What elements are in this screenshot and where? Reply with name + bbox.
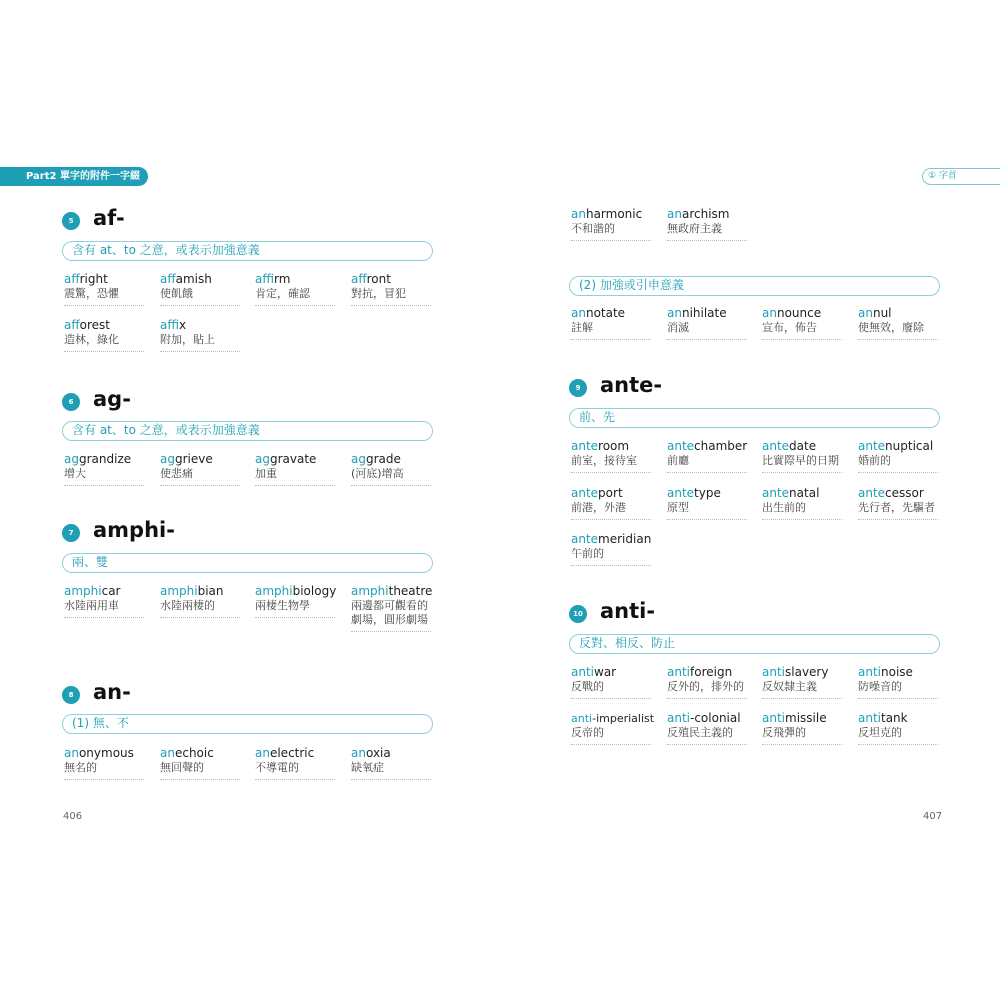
word-entry: affirm 肯定，確認 [255,272,335,306]
word-entry: annul 使無效，廢除 [858,306,938,340]
word-entry: anechoic 無回聲的 [160,746,240,780]
meaning-pill: 含有 at、to 之意，或表示加強意義 [62,241,433,261]
word-entry: aggrade (河底)增高 [351,452,431,486]
word-entry: anoxia 缺氧症 [351,746,431,780]
word-entry: antimissile 反飛彈的 [762,711,842,745]
meaning-pill: (2) 加強或引申意義 [569,276,940,296]
page-number-right: 407 [923,811,943,822]
section-title: an- [93,680,131,704]
section-number-badge: 10 [569,605,587,623]
word-entry: anti-imperialist 反帝的 [571,711,651,745]
meaning-pill: 前、先 [569,408,940,428]
word-entry: amphibiology 兩棲生物學 [255,584,335,618]
section-title: anti- [600,599,656,623]
meaning-pill: 兩、雙 [62,553,433,573]
meaning-pill: (1) 無、不 [62,714,433,734]
word-entry: affamish 使飢餓 [160,272,240,306]
section-title: ante- [600,373,663,397]
section-number-badge: 5 [62,212,80,230]
word-entry: antemeridian 午前的 [571,532,651,566]
word-entry: amphicar 水陸兩用車 [64,584,144,618]
section-title: af- [93,206,125,230]
word-entry: amphitheatre 兩邊都可觀看的劇場，圓形劇場 [351,584,431,632]
word-entry: afforest 造林，綠化 [64,318,144,352]
section-number-badge: 9 [569,379,587,397]
section-title: ag- [93,387,131,411]
word-entry: antedate 比實際早的日期 [762,439,842,473]
word-entry: anteport 前港，外港 [571,486,651,520]
word-entry: amphibian 水陸兩棲的 [160,584,240,618]
word-entry: aggravate 加重 [255,452,335,486]
word-entry: antenuptical 婚前的 [858,439,938,473]
word-entry: affright 震驚，恐懼 [64,272,144,306]
section-number-badge: 8 [62,686,80,704]
word-entry: annihilate 消滅 [667,306,747,340]
word-entry: affront 對抗，冒犯 [351,272,431,306]
word-entry: antecessor 先行者，先驅者 [858,486,938,520]
word-entry: antechamber 前廳 [667,439,747,473]
word-entry: aggrandize 增大 [64,452,144,486]
word-entry: anteroom 前室，接待室 [571,439,651,473]
word-entry: anharmonic 不和諧的 [571,207,651,241]
word-entry: antitank 反坦克的 [858,711,938,745]
word-entry: antislavery 反奴隸主義 [762,665,842,699]
section-title: amphi- [93,518,175,542]
word-entry: antenatal 出生前的 [762,486,842,520]
word-entry: announce 宣布，佈告 [762,306,842,340]
word-entry: annotate 註解 [571,306,651,340]
word-entry: anti-colonial 反殖民主義的 [667,711,747,745]
word-entry: anarchism 無政府主義 [667,207,747,241]
page-number-left: 406 [63,811,83,822]
word-entry: aggrieve 使悲痛 [160,452,240,486]
word-entry: antiforeign 反外的，排外的 [667,665,747,699]
section-header-tab: ① 字首 [922,168,1000,185]
word-entry: antinoise 防噪音的 [858,665,938,699]
word-entry: antiwar 反戰的 [571,665,651,699]
section-number-badge: 7 [62,524,80,542]
meaning-pill: 反對、相反、防止 [569,634,940,654]
word-entry: anelectric 不導電的 [255,746,335,780]
meaning-pill: 含有 at、to 之意，或表示加強意義 [62,421,433,441]
section-number-badge: 6 [62,393,80,411]
part-header-tab: Part2 單字的附件一字綴 [0,167,148,186]
word-entry: affix 附加，貼上 [160,318,240,352]
word-entry: antetype 原型 [667,486,747,520]
word-entry: anonymous 無名的 [64,746,144,780]
